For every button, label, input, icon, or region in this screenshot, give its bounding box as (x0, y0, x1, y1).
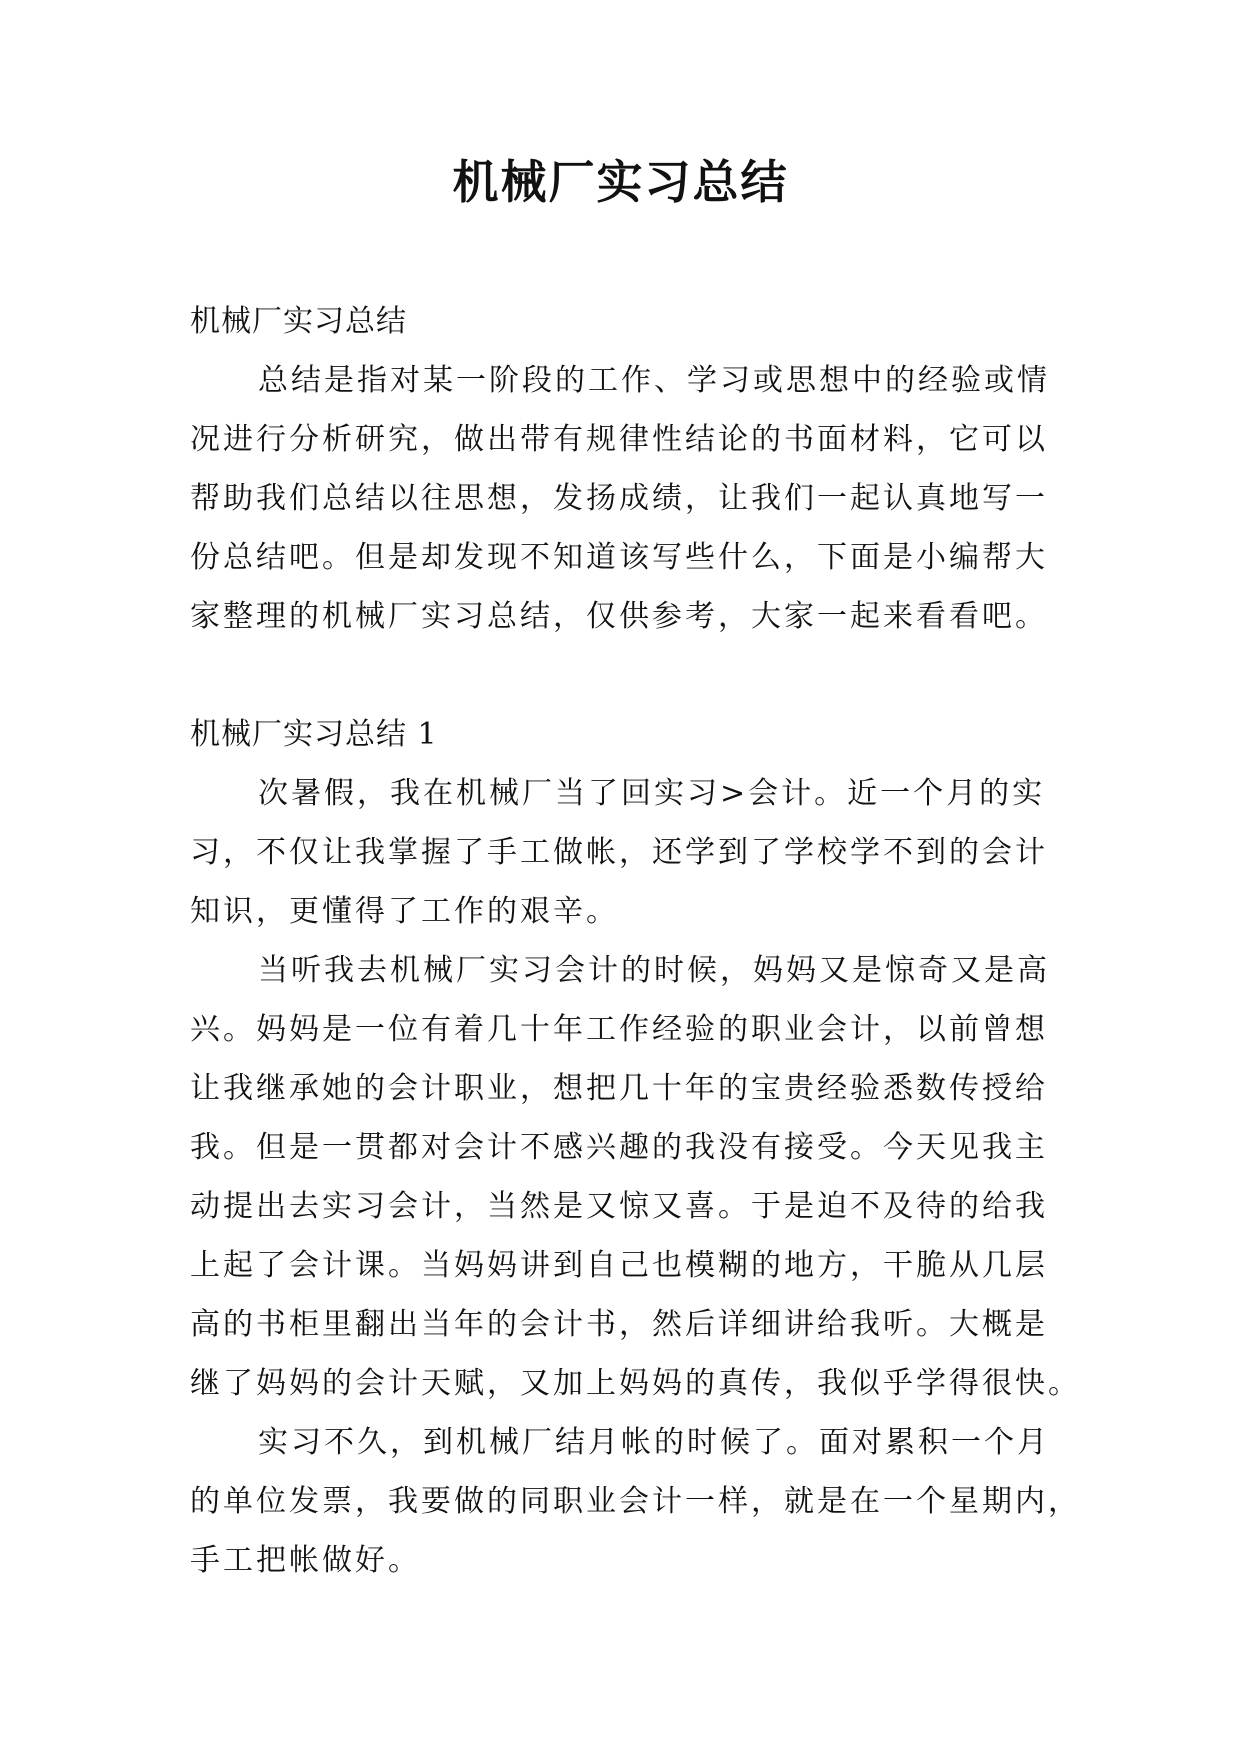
paragraph-line: 高的书柜里翻出当年的会计书，然后详细讲给我听。大概是 (190, 1307, 1048, 1342)
paragraph-line: 实习不久，到机械厂结月帐的时候了。面对累积一个月 (258, 1425, 1050, 1460)
section-heading: 机械厂实习总结 (190, 304, 407, 339)
paragraph-line: 知识，更懂得了工作的艰辛。 (190, 894, 619, 929)
section-spacer (190, 646, 1062, 705)
paragraph-line: 的单位发票，我要做的同职业会计一样，就是在一个星期内， (190, 1484, 1081, 1519)
paragraph-line: 继了妈妈的会计天赋，又加上妈妈的真传，我似乎学得很快。 (190, 1366, 1081, 1401)
paragraph-line: 手工把帐做好。 (190, 1543, 421, 1578)
paragraph-line: 我。但是一贯都对会计不感兴趣的我没有接受。今天见我主 (190, 1130, 1048, 1165)
paragraph-line: 当听我去机械厂实习会计的时候，妈妈又是惊奇又是高 (258, 953, 1050, 988)
paragraph-line: 上起了会计课。当妈妈讲到自己也模糊的地方，干脆从几层 (190, 1248, 1048, 1283)
section-part-1 (190, 705, 1081, 1590)
document-body (190, 292, 1081, 1590)
paragraph-line: 兴。妈妈是一位有着几十年工作经验的职业会计，以前曾想 (190, 1012, 1048, 1047)
paragraph-line: 帮助我们总结以往思想，发扬成绩，让我们一起认真地写一 (190, 481, 1048, 516)
paragraph-line: 总结是指对某一阶段的工作、学习或思想中的经验或情 (258, 363, 1050, 398)
paragraph-line: 动提出去实习会计，当然是又惊又喜。于是迫不及待的给我 (190, 1189, 1048, 1224)
paragraph-line: 次暑假，我在机械厂当了回实习>会计。近一个月的实 (258, 776, 1046, 811)
paragraph-line: 家整理的机械厂实习总结，仅供参考，大家一起来看看吧。 (190, 599, 1048, 634)
section-heading: 机械厂实习总结 1 (190, 717, 438, 752)
paragraph-line: 让我继承她的会计职业，想把几十年的宝贵经验悉数传授给 (190, 1071, 1048, 1106)
paragraph-line: 份总结吧。但是却发现不知道该写些什么，下面是小编帮大 (190, 540, 1048, 575)
document-title: 机械厂实习总结 (452, 155, 789, 209)
paragraph-line: 习，不仅让我掌握了手工做帐，还学到了学校学不到的会计 (190, 835, 1048, 870)
section-intro (190, 292, 1062, 646)
paragraph-line: 况进行分析研究，做出带有规律性结论的书面材料，它可以 (190, 422, 1048, 457)
